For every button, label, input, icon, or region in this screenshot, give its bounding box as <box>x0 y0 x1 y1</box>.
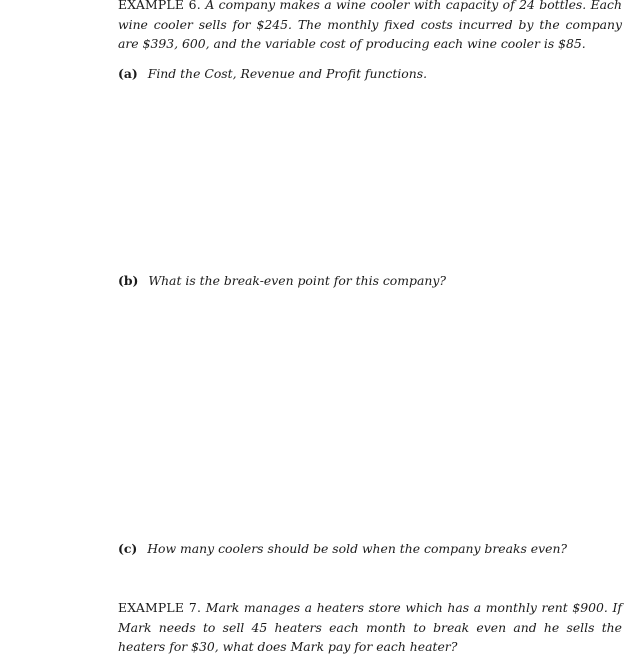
part-b-text: What is the break-even point for this company? <box>148 273 446 288</box>
example-6 <box>118 0 622 54</box>
part-c-label: (c) <box>118 541 138 556</box>
part-b-label: (b) <box>118 273 139 288</box>
example-6-part-a <box>118 64 622 84</box>
example-7-label: EXAMPLE 7. <box>118 600 202 615</box>
example-6-label: EXAMPLE 6. <box>118 0 201 12</box>
example-6-part-c <box>118 539 622 559</box>
part-a-label: (a) <box>118 66 138 81</box>
example-7-text: Mark manages a heaters store which has a monthly rent $900. If Mark needs to sell 45 heaters each month to break even and he sells the heaters for $30, what does Mark pay for each heater? <box>118 600 622 654</box>
part-c-text: How many coolers should be sold when the company breaks even? <box>147 541 568 556</box>
example-7 <box>118 598 622 657</box>
example-6-part-b <box>118 271 622 291</box>
part-a-text: Find the Cost, Revenue and Profit functions. <box>147 66 428 81</box>
example-6-text: A company makes a wine cooler with capacity of 24 bottles. Each wine cooler sells for $245. The monthly fixed costs incurred by the company are $393, 600, and the variable cost of producing each wine cooler is $85. <box>118 0 622 51</box>
